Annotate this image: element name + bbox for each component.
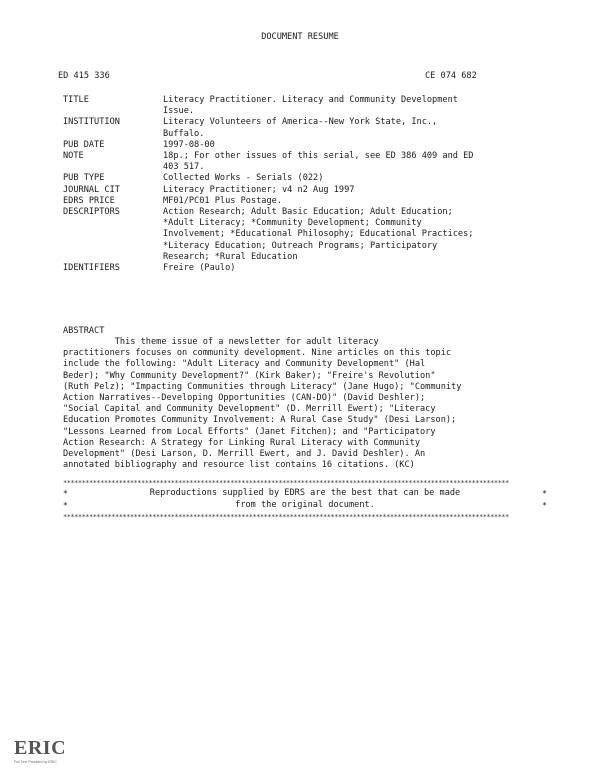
field-label: INSTITUTION (63, 117, 120, 128)
bibliographic-fields (63, 95, 543, 274)
field-value: 1997-08-00 (163, 139, 215, 150)
field-row (63, 207, 543, 263)
field-value: Freire (Paulo) (163, 263, 236, 274)
field-label: JOURNAL CIT (63, 184, 120, 195)
field-label: TITLE (63, 95, 89, 105)
notice-side-star: * (542, 501, 547, 510)
field-value: MF01/PC01 Plus Postage. (163, 195, 282, 206)
notice-line-1: Reproductions supplied by EDRS are the best that can be made (149, 488, 461, 498)
field-label: NOTE (63, 151, 84, 162)
abstract-text: This theme issue of a newsletter for adult literacy practitioners focuses on community development. Nine articles on this topic include the following: "Adult Literacy and Community Development" (Hal Beder); "Why Community Development?" (Kirk Baker); "Freire's Revolution" (Ruth Pelz); "Impacting Communities through Literacy" (Jane Hugo); "Community Action Narratives--Developing Opportunities (CAN-DO)" (David Deshler); "Social Capital and Community Development" (D. Merrill Ewert); "Literacy Education Promotes Community Involvement: A Rural Case Study" (Desi Larson); "Lessons Learned from Local Efforts" (Janet Fitchen); and "Participatory Action Research: A Strategy for Linking Rural Literacy with Community Development" (Desi Larson, D. Merrill Ewert, and J. David Deshler). An annotated bibliography and resource list contains 16 citations. (KC) (63, 337, 462, 471)
ce-number: CE 074 682 (425, 71, 477, 81)
notice-line-2: from the original document. (235, 500, 375, 510)
field-label: EDRS PRICE (63, 195, 115, 206)
field-value: Collected Works - Serials (022) (163, 173, 324, 184)
field-row (63, 185, 543, 196)
notice-side-star: * (542, 489, 547, 498)
field-value: Literacy Volunteers of America--New York State, Inc., Buffalo. (163, 117, 438, 139)
field-label: IDENTIFIERS (63, 263, 120, 274)
document-resume-heading: DOCUMENT RESUME (261, 32, 339, 42)
field-value: 18p.; For other issues of this serial, see ED 386 409 and ED 403 517. (163, 151, 474, 173)
field-row (63, 140, 543, 151)
field-row (63, 95, 543, 117)
field-row (63, 196, 543, 207)
field-row (63, 263, 543, 274)
ed-number: ED 415 336 (58, 71, 110, 81)
field-row (63, 151, 543, 173)
eric-logo: ERIC (14, 737, 67, 759)
field-label: PUB DATE (63, 139, 105, 150)
field-value: Literacy Practitioner; v4 n2 Aug 1997 (163, 184, 355, 195)
field-row (63, 173, 543, 184)
notice-border-top: ************************************************************************************************************************ (63, 480, 509, 486)
field-value: Action Research; Adult Basic Education; Adult Education; *Adult Literacy; *Community Development; Community Involvement; *Educational Philosophy; Educational Practices; *Literacy Education; Outreach Programs; Participatory Research; *Rural Education (163, 207, 474, 262)
field-row (63, 117, 543, 139)
field-label: DESCRIPTORS (63, 207, 120, 218)
field-value: Literacy Practitioner. Literacy and Community Development Issue. (163, 95, 458, 117)
abstract-label: ABSTRACT (63, 326, 105, 336)
notice-border-bottom: ************************************************************************************************************************ (63, 514, 509, 520)
eric-logo-subtitle: Full Text Provided by ERIC (14, 760, 57, 764)
notice-side-star: * (63, 489, 68, 498)
field-label: PUB TYPE (63, 173, 105, 184)
notice-side-star: * (63, 501, 68, 510)
